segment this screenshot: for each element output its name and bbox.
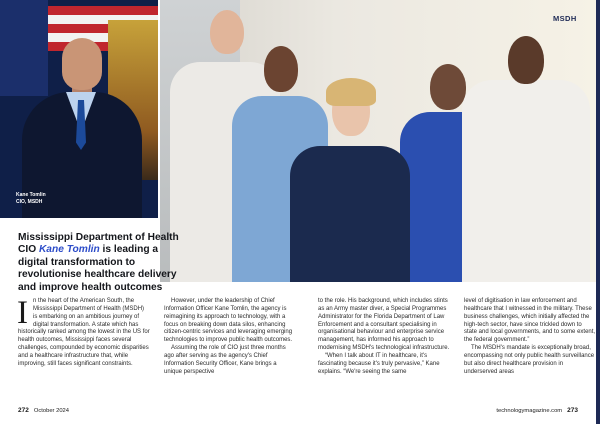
flag-stripe bbox=[48, 6, 158, 15]
article-paragraph: “When I talk about IT in healthcare, it's fascinating because it's truly pervasive,” Kane explains. “We're seeing the same bbox=[318, 352, 440, 375]
caption-role: CIO, MSDH bbox=[16, 198, 43, 205]
portrait-caption bbox=[16, 192, 46, 205]
section-label: MSDH bbox=[553, 14, 577, 23]
headline-part1: Mississippi Department of Health CIO bbox=[18, 232, 179, 256]
article-headline bbox=[18, 232, 186, 294]
footer-left bbox=[18, 407, 69, 414]
article-paragraph: to the role. His background, which includes stints as an Army master diver, a Special Programmes Administrator for the Florida Department of Law Enforcement and a consultant specialising in organisational behaviour and enterprise service management, has informed his approach to modernising MSDH's technological infrastructure. bbox=[318, 298, 450, 352]
article-column-3 bbox=[318, 298, 450, 376]
article-column-1 bbox=[17, 295, 150, 369]
footer-right bbox=[496, 407, 578, 414]
page-number-right: 273 bbox=[567, 407, 578, 414]
issue-date: October 2024 bbox=[33, 408, 69, 414]
article-paragraph: n the heart of the American South, the Mississippi Department of Health (MSDH) is embarking on an ambitious journey of digital transformation. A state which has historically ranked among the lowest in the US for health outcomes, Mississippi faces several challenges, compounded by economic disparities and a healthcare infrastructure that, while improving, still faces significant constraints. bbox=[18, 298, 150, 367]
portrait-photo bbox=[0, 0, 158, 218]
group-photo bbox=[160, 0, 600, 282]
magazine-website: technologymagazine.com bbox=[496, 408, 563, 414]
drop-cap: I bbox=[17, 295, 28, 331]
article-paragraph: However, under the leadership of Chief Information Officer Kane Tomlin, the agency is reimagining its approach to technology, with a focus on breaking down data silos, enhancing citizen-centric services and leveraging emerging technologies to improve public health outcomes. bbox=[164, 298, 293, 344]
article-paragraph: Assuming the role of CIO just three months ago after serving as the agency's Chief Information Security Officer, Kane brings a unique perspective bbox=[164, 345, 286, 375]
article-column-4 bbox=[464, 298, 596, 376]
headline-name: Kane Tomlin bbox=[38, 244, 100, 256]
us-flag-canton bbox=[0, 0, 48, 96]
page-number-left: 272 bbox=[18, 407, 29, 414]
headline-part2: is leading a digital transformation to revolutionise healthcare delivery and improve health outcomes bbox=[18, 244, 177, 293]
caption-name: Kane Tomlin bbox=[16, 192, 46, 198]
article-paragraph: The MSDH's mandate is exceptionally broad, encompassing not only public health surveillance but also direct healthcare provision in underserved areas bbox=[464, 345, 595, 375]
article-column-2 bbox=[164, 298, 296, 376]
portrait-head bbox=[62, 38, 102, 90]
article-paragraph: level of digitisation in law enforcement and healthcare that I witnessed in the military. These business challenges, which initially affected the high-tech sector, have since trickled down to state and local governments, and to some extent, the federal government.” bbox=[464, 298, 596, 344]
edge-accent-bar bbox=[596, 0, 600, 424]
